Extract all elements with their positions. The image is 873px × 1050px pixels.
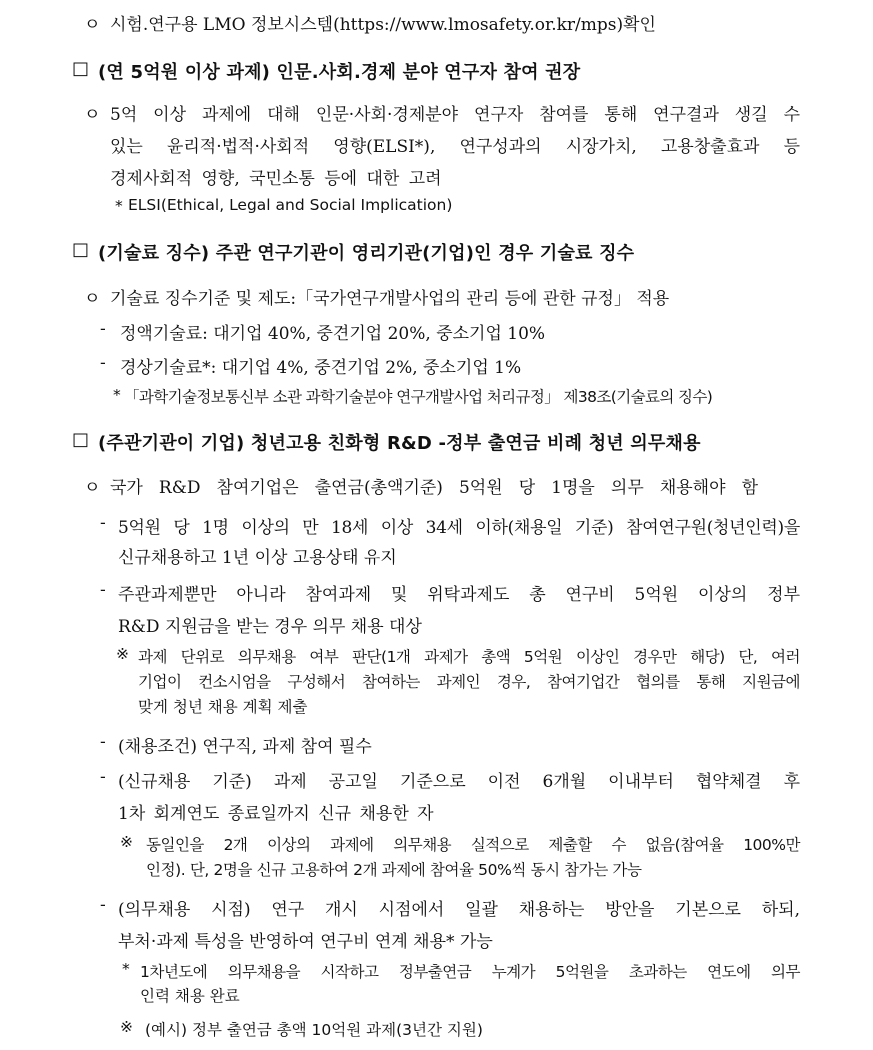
new-hire-criteria-line: (신규채용 기준) 과제 공고일 기준으로 이전 6개월 이내부터 협약체결 후 [118, 772, 800, 792]
dash-bullet: - [100, 353, 106, 373]
elsi-footnote: ELSI(Ethical, Legal and Social Implication) [128, 196, 453, 214]
section-heading-elsi: (연 5억원 이상 과제) 인문.사회.경제 분야 연구자 참여 권장 [98, 62, 581, 83]
consortium-note-line: 과제 단위로 의무채용 여부 판단(1개 과제가 총액 5억원 이상인 경우만 해당) 단, 여러 [138, 648, 800, 666]
same-person-note-line: 동일인을 2개 이상의 과제에 의무채용 실적으로 제출할 수 없음(참여율 100%만 [146, 836, 800, 854]
hiring-criteria-line: 5억원 당 1명 이상의 만 18세 이상 34세 이하(채용일 기준) 참여연구원(청년인력)을 [118, 518, 800, 538]
first-year-note-line: 1차년도에 의무채용을 시작하고 정부출연금 누계가 5억원을 초과하는 연도에 의무 [140, 963, 800, 981]
first-year-note-line: 인력 채용 완료 [140, 987, 240, 1005]
reference-mark: ※ [120, 1018, 133, 1036]
star-note-marker: * [115, 197, 123, 215]
hiring-scope-line: R&D 지원금을 받는 경우 의무 채용 대상 [118, 617, 422, 637]
hiring-condition-line: (채용조건) 연구직, 과제 참여 필수 [118, 737, 372, 757]
section-heading-royalty: (기술료 징수) 주관 연구기관이 영리기관(기업)인 경우 기술료 징수 [98, 243, 635, 264]
consortium-note-line: 맞게 청년 채용 계획 제출 [138, 698, 308, 716]
circle-bullet: ㅇ [84, 15, 101, 35]
reference-mark: ※ [116, 645, 129, 663]
dash-bullet: - [100, 767, 106, 787]
dash-bullet: - [100, 580, 106, 600]
circle-bullet: ㅇ [84, 289, 101, 309]
royalty-standard-line: 기술료 징수기준 및 제도:「국가연구개발사업의 관리 등에 관한 규정」 적용 [110, 289, 670, 309]
consortium-note-line: 기업이 컨소시엄을 구성해서 참여하는 과제인 경우, 참여기업간 협의를 통해 지원금에 [138, 673, 800, 691]
circle-bullet: ㅇ [84, 105, 101, 125]
star-note-marker: * [122, 960, 130, 978]
hiring-timing-line: 부처·과제 특성을 반영하여 연구비 연계 채용* 가능 [118, 932, 493, 952]
dash-bullet: - [100, 319, 106, 339]
example-note-line: (예시) 정부 출연금 총액 10억원 과제(3년간 지원) [145, 1021, 483, 1039]
dash-bullet: - [100, 732, 106, 752]
elsi-paragraph-line: 경제사회적 영향, 국민소통 등에 대한 고려 [110, 169, 442, 189]
hiring-timing-line: (의무채용 시점) 연구 개시 시점에서 일괄 채용하는 방안을 기본으로 하되, [118, 900, 800, 920]
royalty-regulation-note: 「과학기술정보통신부 소관 과학기술분야 연구개발사업 처리규정」 제38조(기술료의 징수) [124, 388, 713, 406]
section-box-icon: □ [72, 429, 90, 450]
fixed-royalty-line: 정액기술료: 대기업 40%, 중견기업 20%, 중소기업 10% [120, 324, 546, 344]
reference-mark: ※ [120, 833, 133, 851]
running-royalty-line: 경상기술료*: 대기업 4%, 중견기업 2%, 중소기업 1% [120, 358, 522, 378]
elsi-paragraph-line: 5억 이상 과제에 대해 인문·사회·경제분야 연구자 참여를 통해 연구결과 생길 수 [110, 105, 800, 125]
hiring-criteria-line: 신규채용하고 1년 이상 고용상태 유지 [118, 548, 397, 568]
section-box-icon: □ [72, 58, 90, 79]
elsi-paragraph-line: 있는 윤리적·법적·사회적 영향(ELSI*), 연구성과의 시장가치, 고용창출효과 등 [110, 137, 800, 157]
dash-bullet: - [100, 513, 106, 533]
new-hire-criteria-line: 1차 회계연도 종료일까지 신규 채용한 자 [118, 804, 434, 824]
section-heading-youth-hiring: (주관기관이 기업) 청년고용 친화형 R&D -정부 출연금 비례 청년 의무채용 [98, 433, 701, 454]
star-note-marker: * [113, 386, 121, 404]
same-person-note-line: 인정). 단, 2명을 신규 고용하여 2개 과제에 참여율 50%씩 동시 참가는 가능 [146, 861, 642, 879]
circle-bullet: ㅇ [84, 478, 101, 498]
lmo-system-line: 시험.연구용 LMO 정보시스템(https://www.lmosafety.or.kr/mps)확인 [110, 15, 656, 35]
hiring-scope-line: 주관과제뿐만 아니라 참여과제 및 위탁과제도 총 연구비 5억원 이상의 정부 [118, 585, 800, 605]
youth-hiring-main-line: 국가 R&D 참여기업은 출연금(총액기준) 5억원 당 1명을 의무 채용해야 함 [110, 478, 758, 498]
section-box-icon: □ [72, 239, 90, 260]
dash-bullet: - [100, 895, 106, 915]
